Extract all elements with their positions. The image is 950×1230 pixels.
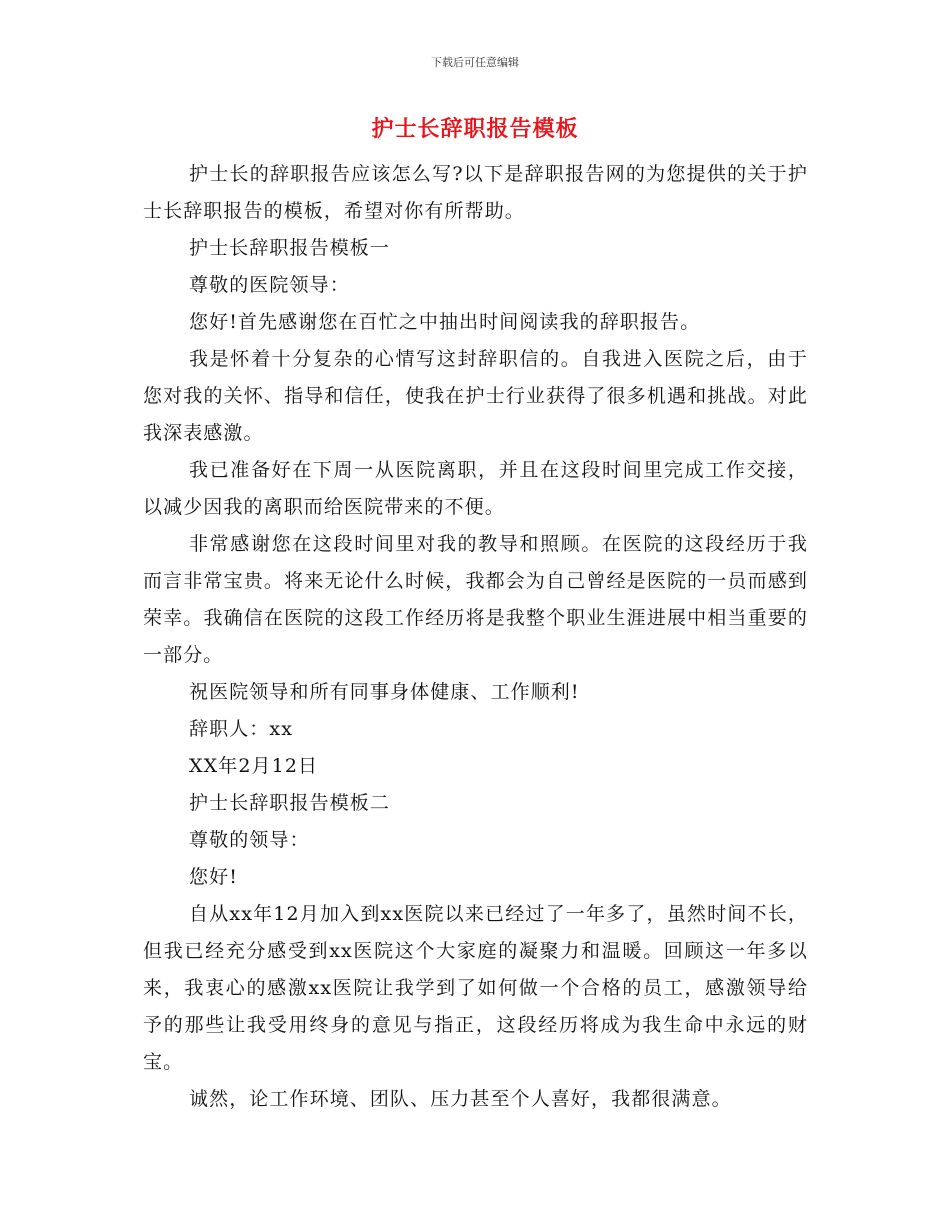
greeting: 您好!首先感谢您在百忙之中抽出时间阅读我的辞职报告。 (189, 311, 701, 333)
closing-wish: 祝医院领导和所有同事身体健康、工作顺利! (189, 681, 580, 703)
greeting: 您好! (189, 866, 238, 888)
salutation: 尊敬的领导： (189, 829, 310, 851)
paragraph-body: 我是怀着十分复杂的心情写这封辞职信的。自我进入医院之后，由于您对我的关怀、指导和信任，使我在护士行业获得了很多机遇和挑战。对此我深表感激。 (143, 348, 808, 444)
salutation: 尊敬的医院领导： (189, 274, 350, 296)
section-heading-template-one: 护士长辞职报告模板一 (189, 237, 391, 259)
section-heading-template-two: 护士长辞职报告模板二 (189, 792, 391, 814)
header-note: 下载后可任意编辑 (431, 56, 519, 69)
document-title: 护士长辞职报告模板 (371, 117, 579, 142)
document-body (143, 156, 808, 1118)
signature-line: 辞职人：xx (189, 718, 294, 740)
paragraph-body: 我已准备好在下周一从医院离职，并且在这段时间里完成工作交接，以减少因我的离职而给医院带来的不便。 (143, 459, 808, 518)
paragraph-body: 非常感谢您在这段时间里对我的教导和照顾。在医院的这段经历于我而言非常宝贵。将来无论什么时候，我都会为自己曾经是医院的一员而感到荣幸。我确信在医院的这段工作经历将是我整个职业生涯进展中相当重要的一部分。 (143, 533, 808, 666)
date-line: XX年2月12日 (189, 755, 319, 777)
paragraph-body: 诚然，论工作环境、团队、压力甚至个人喜好，我都很满意。 (189, 1088, 732, 1110)
paragraph-body: 自从xx年12月加入到xx医院以来已经过了一年多了，虽然时间不长，但我已经充分感受到xx医院这个大家庭的凝聚力和温暖。回顾这一年多以来，我衷心的感激xx医院让我学到了如何做一个合格的员工，感激领导给予的那些让我受用终身的意见与指正，这段经历将成为我生命中永远的财宝。 (143, 903, 808, 1073)
paragraph-intro: 护士长的辞职报告应该怎么写?以下是辞职报告网的为您提供的关于护士长辞职报告的模板，希望对你有所帮助。 (143, 163, 808, 222)
